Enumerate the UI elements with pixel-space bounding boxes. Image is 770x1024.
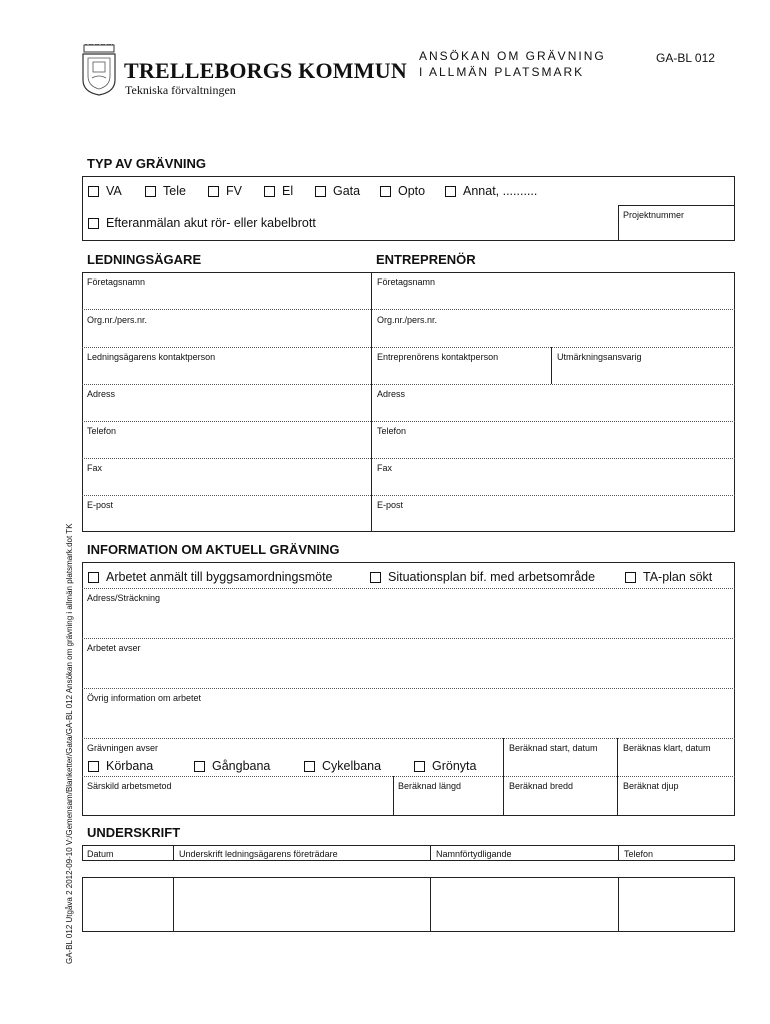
org-name: TRELLEBORGS KOMMUN <box>124 58 407 83</box>
checkbox-byggsamordning[interactable]: Arbetet anmält till byggsamordningsmöte <box>88 570 333 584</box>
sign-entry-row[interactable] <box>82 877 735 932</box>
checkbox-cykelbana[interactable]: Cykelbana <box>304 759 381 773</box>
contractor-orgnr-field[interactable]: Org.nr./pers.nr. <box>377 315 438 325</box>
checkbox-fv[interactable]: FV <box>208 184 242 198</box>
checkbox-va[interactable]: VA <box>88 184 122 198</box>
sign-col-date: Datum <box>87 849 114 859</box>
form-title-line1: ANSÖKAN OM GRÄVNING <box>419 49 606 63</box>
owner-orgnr-field[interactable]: Org.nr./pers.nr. <box>87 315 148 325</box>
sign-col-name: Namnförtydligande <box>436 849 512 859</box>
contractor-marking-field[interactable]: Utmärkningsansvarig <box>557 352 642 362</box>
length-field[interactable]: Beräknad längd <box>398 781 462 791</box>
section-heading-typ: TYP AV GRÄVNING <box>87 156 206 171</box>
checkbox-el[interactable]: El <box>264 184 293 198</box>
checkbox-opto[interactable]: Opto <box>380 184 425 198</box>
checkbox-situationsplan[interactable]: Situationsplan bif. med arbetsområde <box>370 570 595 584</box>
work-method-field[interactable]: Särskild arbetsmetod <box>87 781 172 791</box>
start-date-field[interactable]: Beräknad start, datum <box>509 743 598 753</box>
sign-col-phone: Telefon <box>624 849 654 859</box>
checkbox-korbana[interactable]: Körbana <box>88 759 153 773</box>
checkbox-annat[interactable]: Annat, .......... <box>445 184 537 198</box>
end-date-field[interactable]: Beräknas klart, datum <box>623 743 711 753</box>
owner-address-field[interactable]: Adress <box>87 389 116 399</box>
checkbox-gangbana[interactable]: Gångbana <box>194 759 270 773</box>
contractor-contact-field[interactable]: Entreprenörens kontaktperson <box>377 352 499 362</box>
width-field[interactable]: Beräknad bredd <box>509 781 574 791</box>
projektnummer-label: Projektnummer <box>623 210 685 220</box>
owner-email-field[interactable]: E-post <box>87 500 114 510</box>
org-subtitle: Tekniska förvaltningen <box>125 83 236 97</box>
section-heading-info: INFORMATION OM AKTUELL GRÄVNING <box>87 542 340 557</box>
gravning-avser-label: Grävningen avser <box>87 743 159 753</box>
checkbox-efteranmalan[interactable]: Efteranmälan akut rör- eller kabelbrott <box>88 216 316 230</box>
contractor-email-field[interactable]: E-post <box>377 500 404 510</box>
section-heading-sign: UNDERSKRIFT <box>87 825 181 840</box>
owner-contact-field[interactable]: Ledningsägarens kontaktperson <box>87 352 216 362</box>
checkbox-gronyta[interactable]: Grönyta <box>414 759 476 773</box>
municipality-crest <box>80 44 118 96</box>
checkbox-tele[interactable]: Tele <box>145 184 186 198</box>
owner-company-field[interactable]: Företagsnamn <box>87 277 146 287</box>
checkbox-ta-plan[interactable]: TA-plan sökt <box>625 570 712 584</box>
section-heading-owner: LEDNINGSÄGARE <box>87 252 202 267</box>
contractor-fax-field[interactable]: Fax <box>377 463 393 473</box>
owner-fax-field[interactable]: Fax <box>87 463 103 473</box>
depth-field[interactable]: Beräknat djup <box>623 781 679 791</box>
form-title-line2: I ALLMÄN PLATSMARK <box>419 65 585 79</box>
form-code: GA-BL 012 <box>656 51 715 65</box>
parties-box <box>82 272 735 532</box>
other-info-field[interactable]: Övrig information om arbetet <box>87 693 202 703</box>
checkbox-gata[interactable]: Gata <box>315 184 360 198</box>
work-purpose-field[interactable]: Arbetet avser <box>87 643 141 653</box>
sign-col-signature: Underskrift ledningsägarens företrädare <box>179 849 338 859</box>
side-reference-text: GA-BL 012 Utgåva 2 2012-09-10 V:/Gemensam/Blanketter/Gata/GA-BL 012 Ansökan om grävning i allmän platsmark.dot TK <box>65 523 74 964</box>
contractor-phone-field[interactable]: Telefon <box>377 426 407 436</box>
owner-phone-field[interactable]: Telefon <box>87 426 117 436</box>
section-heading-contractor: ENTREPRENÖR <box>376 252 476 267</box>
contractor-address-field[interactable]: Adress <box>377 389 406 399</box>
contractor-company-field[interactable]: Företagsnamn <box>377 277 436 287</box>
info-box <box>82 562 735 816</box>
address-route-field[interactable]: Adress/Sträckning <box>87 593 161 603</box>
